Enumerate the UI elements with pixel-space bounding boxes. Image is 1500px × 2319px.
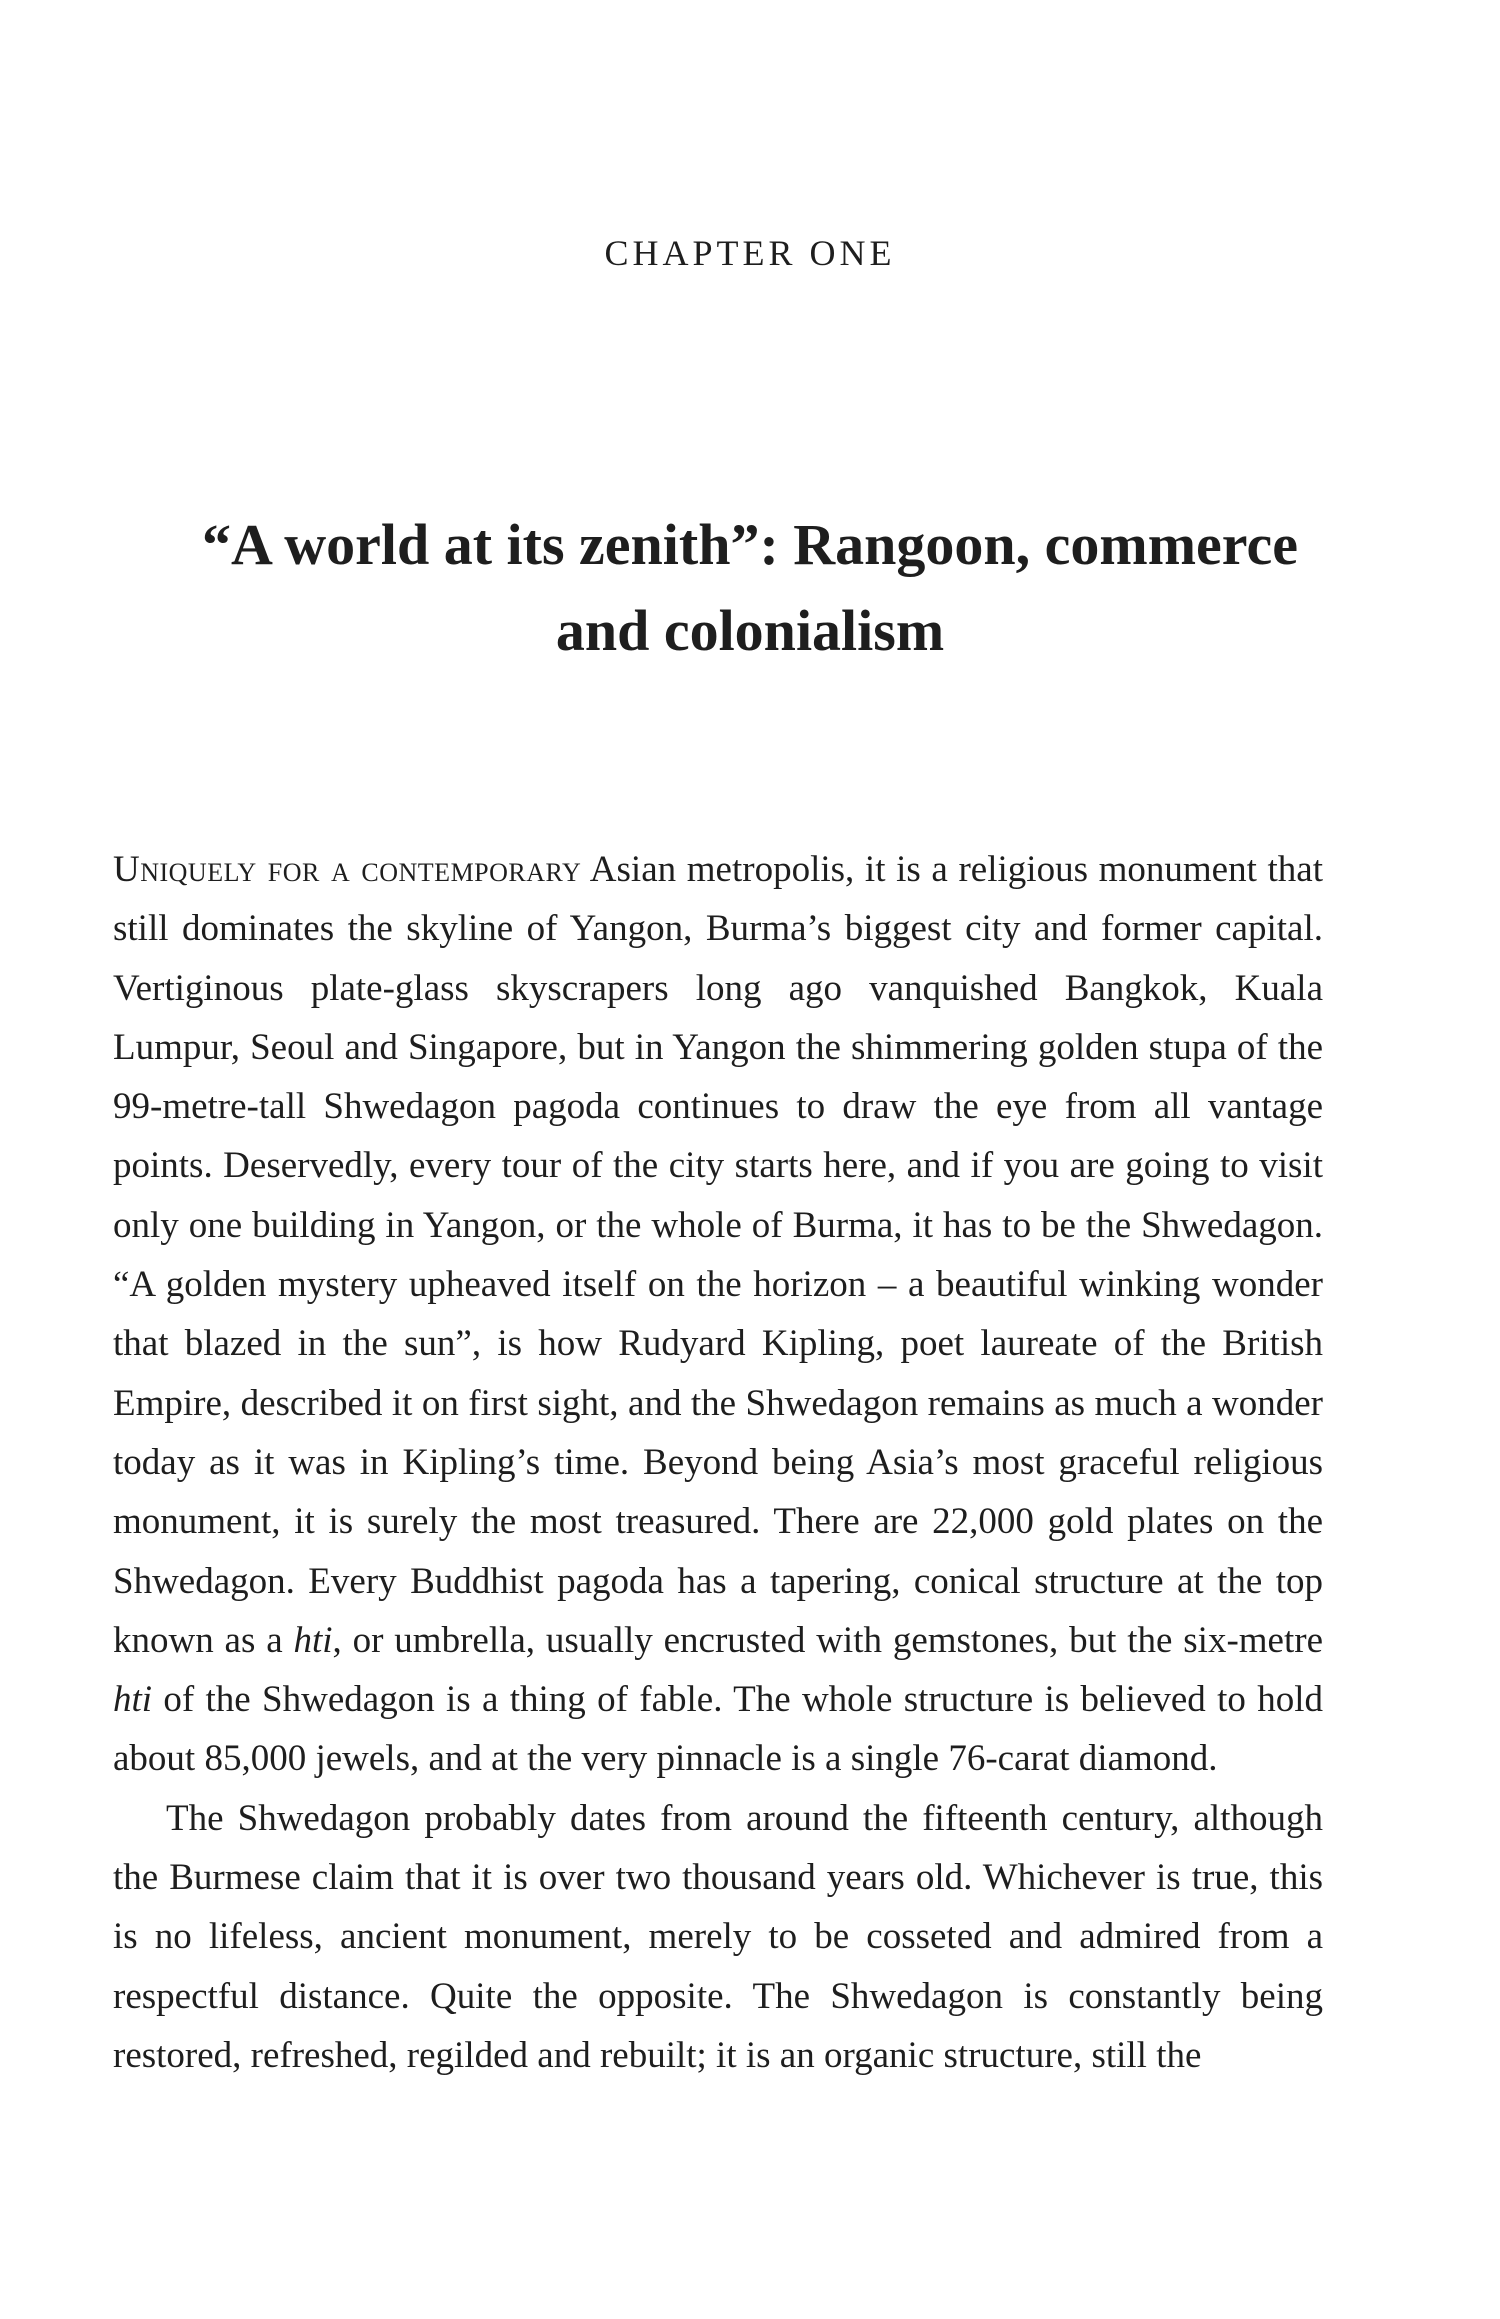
paragraph-1 xyxy=(113,840,1323,1789)
italic-term: hti xyxy=(293,1619,333,1661)
paragraph-text: of the Shwedagon is a thing of fable. The whole structure is believed to hold about 85,000 jewels, and at the very pinnacle is a single 76-carat diamond. xyxy=(113,1679,1323,1780)
paragraph-2: The Shwedagon probably dates from around the fifteenth century, although the Burmese claim that it is over two thousand years old. Whichever is true, this is no lifeless, ancient monument, merely to be cosseted and admired from a respectful distance. Quite the opposite. The Shwedagon is constantly being restored, refreshed, regilded and rebuilt; it is an organic structure, still the xyxy=(113,1797,1323,2076)
chapter-label: CHAPTER ONE xyxy=(604,233,896,273)
paragraph-text: Asian metropolis, it is a religious monument that still dominates the skyline of Yangon, Burma’s biggest city and former capital. Vertiginous plate-glass skyscrapers long ago vanquished Bangkok, Kuala Lumpur, Seoul and Singapore, but in Yangon the shimmering golden stupa of the 99-metre-tall Shwedagon pagoda continues to draw the eye from all vantage points. Deservedly, every tour of the city starts here, and if you are going to visit only one building in Yangon, or the whole of Burma, it has to be the Shwedagon. “A golden mystery upheaved itself on the horizon – a beautiful winking wonder that blazed in the sun”, is how Rudyard Kipling, poet laureate of the British Empire, described it on first sight, and the Shwedagon remains as much a wonder today as it was in Kipling’s time. Beyond being Asia’s most graceful religious monument, it is surely the most treasured. There are 22,000 gold plates on the Shwedagon. Every Buddhist pagoda has a tapering, conical structure at the top known as a xyxy=(113,849,1323,1661)
paragraph-lead-in: Uniquely for a contemporary xyxy=(113,849,582,890)
paragraph-text: , or umbrella, usually encrusted with gemstones, but the six-metre xyxy=(332,1619,1323,1661)
chapter-title: “A world at its zenith”: Rangoon, commerce and colonialism xyxy=(202,512,1298,663)
italic-term: hti xyxy=(113,1679,153,1721)
body-text xyxy=(113,840,1323,2085)
